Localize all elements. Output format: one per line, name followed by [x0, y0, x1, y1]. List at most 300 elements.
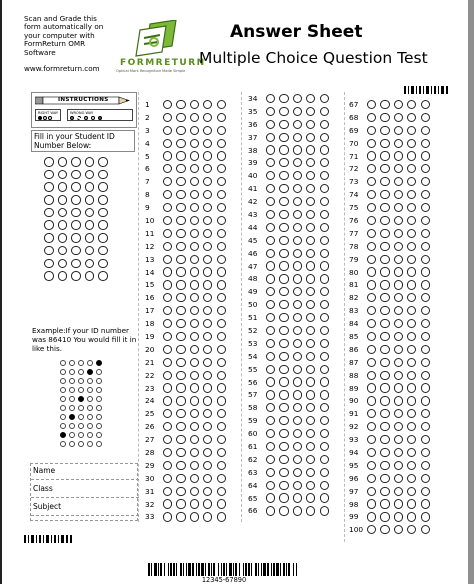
answer-bubble[interactable] — [407, 190, 416, 199]
answer-bubble[interactable] — [306, 300, 315, 309]
answer-bubble[interactable] — [407, 409, 416, 418]
answer-bubble[interactable] — [163, 280, 172, 289]
answer-bubble[interactable] — [320, 339, 329, 348]
answer-bubble[interactable] — [407, 267, 416, 276]
answer-bubble[interactable] — [176, 499, 185, 508]
answer-bubble[interactable] — [266, 94, 275, 103]
answer-bubble[interactable] — [421, 319, 430, 328]
answer-bubble[interactable] — [190, 151, 199, 160]
answer-bubble[interactable] — [421, 280, 430, 289]
id-bubble[interactable] — [71, 259, 81, 269]
answer-bubble[interactable] — [217, 461, 226, 470]
answer-bubble[interactable] — [176, 164, 185, 173]
answer-bubble[interactable] — [176, 358, 185, 367]
answer-bubble[interactable] — [306, 184, 315, 193]
answer-bubble[interactable] — [279, 455, 288, 464]
answer-bubble[interactable] — [176, 190, 185, 199]
answer-bubble[interactable] — [421, 126, 430, 135]
answer-bubble[interactable] — [176, 203, 185, 212]
answer-bubble[interactable] — [380, 242, 389, 251]
answer-bubble[interactable] — [293, 365, 302, 374]
answer-bubble[interactable] — [421, 216, 430, 225]
answer-bubble[interactable] — [306, 287, 315, 296]
answer-bubble[interactable] — [380, 267, 389, 276]
answer-bubble[interactable] — [367, 113, 376, 122]
answer-bubble[interactable] — [407, 100, 416, 109]
answer-bubble[interactable] — [380, 461, 389, 470]
answer-bubble[interactable] — [306, 416, 315, 425]
answer-bubble[interactable] — [163, 319, 172, 328]
answer-bubble[interactable] — [163, 100, 172, 109]
answer-bubble[interactable] — [190, 345, 199, 354]
id-bubble[interactable] — [44, 182, 54, 192]
answer-bubble[interactable] — [203, 487, 212, 496]
id-bubble[interactable] — [44, 233, 54, 243]
answer-bubble[interactable] — [421, 164, 430, 173]
answer-bubble[interactable] — [279, 197, 288, 206]
id-bubble[interactable] — [98, 182, 108, 192]
id-bubble[interactable] — [85, 246, 95, 256]
answer-bubble[interactable] — [217, 126, 226, 135]
answer-bubble[interactable] — [163, 409, 172, 418]
answer-bubble[interactable] — [217, 164, 226, 173]
answer-bubble[interactable] — [266, 390, 275, 399]
answer-bubble[interactable] — [217, 242, 226, 251]
answer-bubble[interactable] — [421, 306, 430, 315]
answer-bubble[interactable] — [380, 177, 389, 186]
answer-bubble[interactable] — [279, 390, 288, 399]
answer-bubble[interactable] — [367, 345, 376, 354]
answer-bubble[interactable] — [217, 151, 226, 160]
id-bubble[interactable] — [58, 220, 68, 230]
id-bubble[interactable] — [58, 182, 68, 192]
answer-bubble[interactable] — [394, 422, 403, 431]
answer-bubble[interactable] — [279, 416, 288, 425]
answer-bubble[interactable] — [394, 435, 403, 444]
answer-bubble[interactable] — [217, 499, 226, 508]
answer-bubble[interactable] — [407, 422, 416, 431]
answer-bubble[interactable] — [279, 249, 288, 258]
answer-bubble[interactable] — [163, 293, 172, 302]
answer-bubble[interactable] — [176, 448, 185, 457]
website-link[interactable]: www.formreturn.com — [24, 64, 100, 73]
answer-bubble[interactable] — [320, 326, 329, 335]
answer-bubble[interactable] — [293, 416, 302, 425]
answer-bubble[interactable] — [190, 435, 199, 444]
answer-bubble[interactable] — [407, 203, 416, 212]
answer-bubble[interactable] — [367, 255, 376, 264]
answer-bubble[interactable] — [163, 151, 172, 160]
answer-bubble[interactable] — [176, 409, 185, 418]
answer-bubble[interactable] — [217, 113, 226, 122]
answer-bubble[interactable] — [203, 422, 212, 431]
answer-bubble[interactable] — [293, 107, 302, 116]
answer-bubble[interactable] — [380, 306, 389, 315]
answer-bubble[interactable] — [203, 474, 212, 483]
answer-bubble[interactable] — [190, 267, 199, 276]
answer-bubble[interactable] — [407, 332, 416, 341]
answer-bubble[interactable] — [176, 422, 185, 431]
answer-bubble[interactable] — [306, 339, 315, 348]
answer-bubble[interactable] — [176, 216, 185, 225]
id-bubble[interactable] — [44, 208, 54, 218]
answer-bubble[interactable] — [279, 145, 288, 154]
answer-bubble[interactable] — [266, 300, 275, 309]
answer-bubble[interactable] — [190, 487, 199, 496]
answer-bubble[interactable] — [217, 203, 226, 212]
answer-bubble[interactable] — [266, 274, 275, 283]
answer-bubble[interactable] — [176, 280, 185, 289]
answer-bubble[interactable] — [367, 229, 376, 238]
answer-bubble[interactable] — [394, 216, 403, 225]
answer-bubble[interactable] — [163, 242, 172, 251]
id-bubble[interactable] — [44, 259, 54, 269]
answer-bubble[interactable] — [421, 293, 430, 302]
id-bubble[interactable] — [58, 208, 68, 218]
answer-bubble[interactable] — [407, 151, 416, 160]
answer-bubble[interactable] — [176, 177, 185, 186]
answer-bubble[interactable] — [367, 100, 376, 109]
answer-bubble[interactable] — [190, 164, 199, 173]
answer-bubble[interactable] — [407, 448, 416, 457]
answer-bubble[interactable] — [306, 365, 315, 374]
answer-bubble[interactable] — [293, 313, 302, 322]
answer-bubble[interactable] — [176, 139, 185, 148]
answer-bubble[interactable] — [190, 100, 199, 109]
answer-bubble[interactable] — [190, 332, 199, 341]
answer-bubble[interactable] — [306, 493, 315, 502]
answer-bubble[interactable] — [190, 461, 199, 470]
id-bubble[interactable] — [71, 208, 81, 218]
answer-bubble[interactable] — [190, 216, 199, 225]
answer-bubble[interactable] — [320, 184, 329, 193]
answer-bubble[interactable] — [163, 435, 172, 444]
answer-bubble[interactable] — [367, 164, 376, 173]
answer-bubble[interactable] — [367, 474, 376, 483]
answer-bubble[interactable] — [421, 203, 430, 212]
answer-bubble[interactable] — [203, 255, 212, 264]
answer-bubble[interactable] — [217, 396, 226, 405]
id-bubble[interactable] — [58, 233, 68, 243]
answer-bubble[interactable] — [394, 255, 403, 264]
answer-bubble[interactable] — [293, 493, 302, 502]
id-bubble[interactable] — [44, 157, 54, 167]
answer-bubble[interactable] — [163, 499, 172, 508]
answer-bubble[interactable] — [266, 261, 275, 270]
answer-bubble[interactable] — [203, 409, 212, 418]
answer-bubble[interactable] — [163, 229, 172, 238]
answer-bubble[interactable] — [394, 461, 403, 470]
answer-bubble[interactable] — [380, 151, 389, 160]
answer-bubble[interactable] — [394, 396, 403, 405]
answer-bubble[interactable] — [320, 468, 329, 477]
answer-bubble[interactable] — [380, 358, 389, 367]
answer-bubble[interactable] — [176, 512, 185, 521]
answer-bubble[interactable] — [320, 403, 329, 412]
answer-bubble[interactable] — [306, 352, 315, 361]
answer-bubble[interactable] — [320, 429, 329, 438]
answer-bubble[interactable] — [320, 223, 329, 232]
answer-bubble[interactable] — [320, 300, 329, 309]
answer-bubble[interactable] — [320, 481, 329, 490]
answer-bubble[interactable] — [380, 499, 389, 508]
answer-bubble[interactable] — [203, 267, 212, 276]
answer-bubble[interactable] — [421, 255, 430, 264]
answer-bubble[interactable] — [421, 267, 430, 276]
answer-bubble[interactable] — [279, 94, 288, 103]
answer-bubble[interactable] — [190, 474, 199, 483]
answer-bubble[interactable] — [306, 429, 315, 438]
answer-bubble[interactable] — [306, 506, 315, 515]
answer-bubble[interactable] — [176, 435, 185, 444]
answer-bubble[interactable] — [380, 113, 389, 122]
answer-bubble[interactable] — [266, 210, 275, 219]
answer-bubble[interactable] — [407, 487, 416, 496]
answer-bubble[interactable] — [279, 468, 288, 477]
answer-bubble[interactable] — [266, 416, 275, 425]
answer-bubble[interactable] — [279, 313, 288, 322]
answer-bubble[interactable] — [176, 306, 185, 315]
answer-bubble[interactable] — [367, 435, 376, 444]
answer-bubble[interactable] — [190, 242, 199, 251]
answer-bubble[interactable] — [279, 107, 288, 116]
answer-bubble[interactable] — [407, 396, 416, 405]
answer-bubble[interactable] — [190, 306, 199, 315]
answer-bubble[interactable] — [380, 525, 389, 534]
answer-bubble[interactable] — [421, 435, 430, 444]
answer-bubble[interactable] — [190, 126, 199, 135]
answer-bubble[interactable] — [407, 499, 416, 508]
answer-bubble[interactable] — [306, 261, 315, 270]
answer-bubble[interactable] — [407, 164, 416, 173]
answer-bubble[interactable] — [394, 499, 403, 508]
answer-bubble[interactable] — [367, 371, 376, 380]
answer-bubble[interactable] — [394, 151, 403, 160]
answer-bubble[interactable] — [190, 203, 199, 212]
answer-bubble[interactable] — [367, 139, 376, 148]
answer-bubble[interactable] — [367, 358, 376, 367]
answer-bubble[interactable] — [217, 422, 226, 431]
answer-bubble[interactable] — [190, 371, 199, 380]
answer-bubble[interactable] — [293, 249, 302, 258]
answer-bubble[interactable] — [320, 145, 329, 154]
id-bubble[interactable] — [85, 271, 95, 281]
answer-bubble[interactable] — [394, 242, 403, 251]
answer-bubble[interactable] — [163, 396, 172, 405]
answer-bubble[interactable] — [293, 158, 302, 167]
answer-bubble[interactable] — [163, 139, 172, 148]
answer-bubble[interactable] — [279, 184, 288, 193]
answer-bubble[interactable] — [407, 242, 416, 251]
answer-bubble[interactable] — [306, 377, 315, 386]
subject-field[interactable] — [31, 500, 139, 516]
answer-bubble[interactable] — [293, 326, 302, 335]
answer-bubble[interactable] — [421, 461, 430, 470]
answer-bubble[interactable] — [407, 383, 416, 392]
answer-bubble[interactable] — [293, 145, 302, 154]
answer-bubble[interactable] — [394, 293, 403, 302]
answer-bubble[interactable] — [163, 267, 172, 276]
id-bubble[interactable] — [58, 157, 68, 167]
answer-bubble[interactable] — [293, 274, 302, 283]
answer-bubble[interactable] — [293, 352, 302, 361]
id-bubble[interactable] — [71, 220, 81, 230]
answer-bubble[interactable] — [394, 332, 403, 341]
answer-bubble[interactable] — [190, 280, 199, 289]
answer-bubble[interactable] — [217, 345, 226, 354]
answer-bubble[interactable] — [380, 280, 389, 289]
answer-bubble[interactable] — [407, 216, 416, 225]
answer-bubble[interactable] — [266, 158, 275, 167]
answer-bubble[interactable] — [380, 139, 389, 148]
answer-bubble[interactable] — [421, 358, 430, 367]
answer-bubble[interactable] — [203, 461, 212, 470]
answer-bubble[interactable] — [394, 229, 403, 238]
answer-bubble[interactable] — [217, 216, 226, 225]
answer-bubble[interactable] — [279, 223, 288, 232]
answer-bubble[interactable] — [407, 280, 416, 289]
answer-bubble[interactable] — [380, 319, 389, 328]
answer-bubble[interactable] — [421, 113, 430, 122]
answer-bubble[interactable] — [394, 306, 403, 315]
answer-bubble[interactable] — [163, 306, 172, 315]
answer-bubble[interactable] — [203, 139, 212, 148]
answer-bubble[interactable] — [279, 326, 288, 335]
answer-bubble[interactable] — [421, 190, 430, 199]
answer-bubble[interactable] — [190, 113, 199, 122]
answer-bubble[interactable] — [266, 313, 275, 322]
id-bubble[interactable] — [85, 259, 95, 269]
answer-bubble[interactable] — [320, 352, 329, 361]
answer-bubble[interactable] — [367, 216, 376, 225]
answer-bubble[interactable] — [217, 512, 226, 521]
answer-bubble[interactable] — [306, 94, 315, 103]
answer-bubble[interactable] — [163, 358, 172, 367]
answer-bubble[interactable] — [421, 499, 430, 508]
answer-bubble[interactable] — [293, 390, 302, 399]
answer-bubble[interactable] — [293, 300, 302, 309]
id-bubble[interactable] — [71, 246, 81, 256]
answer-bubble[interactable] — [266, 223, 275, 232]
answer-bubble[interactable] — [407, 306, 416, 315]
answer-bubble[interactable] — [320, 171, 329, 180]
answer-bubble[interactable] — [190, 409, 199, 418]
answer-bubble[interactable] — [380, 345, 389, 354]
answer-bubble[interactable] — [367, 422, 376, 431]
answer-bubble[interactable] — [367, 267, 376, 276]
answer-bubble[interactable] — [163, 461, 172, 470]
id-bubble[interactable] — [98, 170, 108, 180]
answer-bubble[interactable] — [320, 365, 329, 374]
answer-bubble[interactable] — [266, 339, 275, 348]
answer-bubble[interactable] — [320, 455, 329, 464]
answer-bubble[interactable] — [367, 448, 376, 457]
answer-bubble[interactable] — [380, 422, 389, 431]
answer-bubble[interactable] — [394, 409, 403, 418]
answer-bubble[interactable] — [176, 229, 185, 238]
answer-bubble[interactable] — [421, 139, 430, 148]
answer-bubble[interactable] — [367, 280, 376, 289]
answer-bubble[interactable] — [190, 190, 199, 199]
answer-bubble[interactable] — [279, 133, 288, 142]
answer-bubble[interactable] — [367, 242, 376, 251]
answer-bubble[interactable] — [380, 293, 389, 302]
answer-bubble[interactable] — [306, 390, 315, 399]
answer-bubble[interactable] — [176, 267, 185, 276]
answer-bubble[interactable] — [203, 242, 212, 251]
answer-bubble[interactable] — [203, 332, 212, 341]
answer-bubble[interactable] — [163, 422, 172, 431]
answer-bubble[interactable] — [394, 371, 403, 380]
answer-bubble[interactable] — [279, 365, 288, 374]
answer-bubble[interactable] — [266, 429, 275, 438]
answer-bubble[interactable] — [320, 249, 329, 258]
answer-bubble[interactable] — [279, 442, 288, 451]
answer-bubble[interactable] — [380, 435, 389, 444]
id-bubble[interactable] — [85, 182, 95, 192]
answer-bubble[interactable] — [306, 468, 315, 477]
id-bubble[interactable] — [98, 259, 108, 269]
id-bubble[interactable] — [85, 220, 95, 230]
class-field[interactable] — [31, 482, 139, 498]
name-field[interactable] — [31, 464, 139, 480]
answer-bubble[interactable] — [176, 100, 185, 109]
answer-bubble[interactable] — [217, 448, 226, 457]
answer-bubble[interactable] — [217, 306, 226, 315]
answer-bubble[interactable] — [421, 100, 430, 109]
answer-bubble[interactable] — [163, 487, 172, 496]
answer-bubble[interactable] — [163, 203, 172, 212]
answer-bubble[interactable] — [380, 255, 389, 264]
answer-bubble[interactable] — [266, 403, 275, 412]
answer-bubble[interactable] — [293, 133, 302, 142]
answer-bubble[interactable] — [176, 242, 185, 251]
answer-bubble[interactable] — [293, 339, 302, 348]
answer-bubble[interactable] — [266, 236, 275, 245]
answer-bubble[interactable] — [266, 197, 275, 206]
answer-bubble[interactable] — [367, 499, 376, 508]
answer-bubble[interactable] — [190, 512, 199, 521]
answer-bubble[interactable] — [266, 493, 275, 502]
answer-bubble[interactable] — [394, 512, 403, 521]
answer-bubble[interactable] — [293, 481, 302, 490]
answer-bubble[interactable] — [293, 261, 302, 270]
answer-bubble[interactable] — [176, 474, 185, 483]
answer-bubble[interactable] — [380, 203, 389, 212]
answer-bubble[interactable] — [320, 197, 329, 206]
answer-bubble[interactable] — [279, 493, 288, 502]
id-bubble[interactable] — [58, 170, 68, 180]
answer-bubble[interactable] — [279, 236, 288, 245]
answer-bubble[interactable] — [306, 145, 315, 154]
answer-bubble[interactable] — [380, 474, 389, 483]
answer-bubble[interactable] — [394, 448, 403, 457]
answer-bubble[interactable] — [217, 383, 226, 392]
answer-bubble[interactable] — [176, 293, 185, 302]
answer-bubble[interactable] — [217, 371, 226, 380]
answer-bubble[interactable] — [176, 255, 185, 264]
id-bubble[interactable] — [58, 259, 68, 269]
answer-bubble[interactable] — [266, 171, 275, 180]
answer-bubble[interactable] — [367, 126, 376, 135]
answer-bubble[interactable] — [266, 481, 275, 490]
answer-bubble[interactable] — [407, 345, 416, 354]
answer-bubble[interactable] — [421, 512, 430, 521]
answer-bubble[interactable] — [306, 223, 315, 232]
answer-bubble[interactable] — [293, 94, 302, 103]
answer-bubble[interactable] — [421, 409, 430, 418]
answer-bubble[interactable] — [266, 455, 275, 464]
